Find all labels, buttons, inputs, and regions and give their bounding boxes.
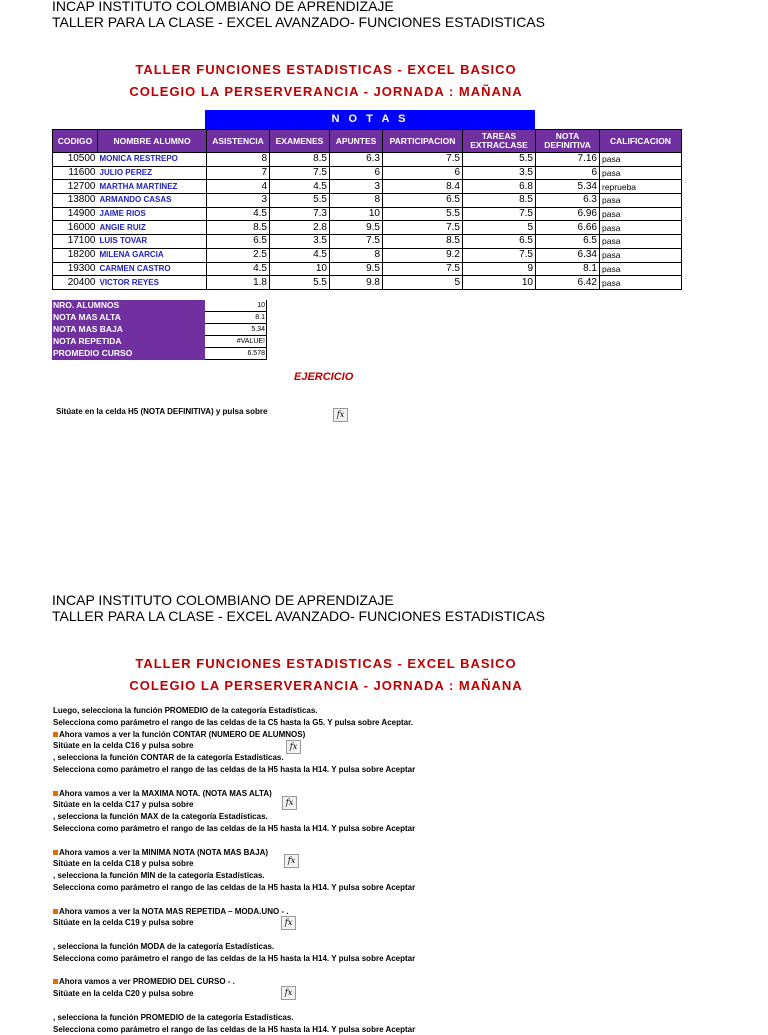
instruction-text: , selecciona la función CONTAR de la categoría Estadísticas. xyxy=(53,753,284,763)
cell-examenes[interactable]: 5.5 xyxy=(270,276,330,290)
instruction-text: Sitúate en la celda C19 y pulsa sobre xyxy=(53,918,194,928)
cell-apuntes[interactable]: 8 xyxy=(330,248,383,262)
cell-calificacion[interactable]: pasa xyxy=(600,276,682,290)
instruction-text: Selecciona como parámetro el rango de las celdas de la C5 hasta la G5. Y pulsa sobre Aceptar. xyxy=(53,717,414,727)
cell-participacion[interactable]: 8.5 xyxy=(383,235,463,249)
institute-name-2: INCAP INSTITUTO COLOMBIANO DE APRENDIZAJE xyxy=(52,592,394,608)
stats-row xyxy=(52,348,267,360)
col-participacion: PARTICIPACION xyxy=(383,130,463,153)
cell-apuntes[interactable]: 7.5 xyxy=(330,235,383,249)
cell-codigo[interactable]: 19300 xyxy=(53,262,98,276)
instruction-line xyxy=(53,929,753,941)
cell-nombre[interactable]: ARMANDO CASAS xyxy=(98,194,207,208)
instruction-line xyxy=(53,1024,753,1035)
instruction-text: Selecciona como parámetro el rango de las celdas de la H5 hasta la H14. Y pulsa sobre Aceptar xyxy=(53,953,416,963)
cell-participacion[interactable]: 7.5 xyxy=(383,153,463,167)
cell-examenes[interactable]: 8.5 xyxy=(270,153,330,167)
workshop-title: TALLER FUNCIONES ESTADISTICAS - EXCEL BASICO xyxy=(135,62,517,77)
stats-label: NOTA MAS BAJA xyxy=(52,324,205,336)
cell-calificacion[interactable]: pasa xyxy=(600,221,682,235)
cell-participacion[interactable]: 8.4 xyxy=(383,180,463,194)
workshop-subtitle-2: TALLER PARA LA CLASE - EXCEL AVANZADO- FUNCIONES ESTADISTICAS xyxy=(52,608,545,624)
cell-calificacion[interactable]: pasa xyxy=(600,207,682,221)
instruction-line xyxy=(53,847,753,859)
instruction-text: Selecciona como parámetro el rango de las celdas de la H5 hasta la H14. Y pulsa sobre Aceptar xyxy=(53,823,416,833)
stats-row xyxy=(52,336,267,348)
instruction-line xyxy=(53,988,753,1000)
instruction-line xyxy=(53,705,753,717)
instruction-text: Selecciona como parámetro el rango de las celdas de la H5 hasta la H14. Y pulsa sobre Aceptar xyxy=(53,764,416,774)
cell-nombre[interactable]: CARMEN CASTRO xyxy=(98,262,207,276)
cell-participacion[interactable]: 6 xyxy=(383,166,463,180)
cell-nota[interactable]: 6 xyxy=(536,166,600,180)
stats-label: PROMEDIO CURSO xyxy=(52,348,205,360)
cell-examenes[interactable]: 4.5 xyxy=(270,180,330,194)
stats-row xyxy=(52,324,267,336)
stats-label: NOTA MAS ALTA xyxy=(52,312,205,324)
cell-calificacion[interactable]: pasa xyxy=(600,235,682,249)
cell-apuntes[interactable]: 6.3 xyxy=(330,153,383,167)
instruction-line xyxy=(53,882,753,894)
instruction-text: , selecciona la función MAX de la categoría Estadísticas. xyxy=(53,812,268,822)
cell-tareas[interactable]: 8.5 xyxy=(463,194,536,208)
cell-participacion[interactable]: 9.2 xyxy=(383,248,463,262)
cell-asistencia[interactable]: 8.5 xyxy=(207,221,270,235)
fx-icon[interactable]: fx xyxy=(282,796,297,810)
cell-asistencia[interactable]: 1.8 xyxy=(207,276,270,290)
instruction-line xyxy=(53,776,753,788)
instruction-line xyxy=(53,764,753,776)
instruction-text: Ahora vamos a ver PROMEDIO DEL CURSO - . xyxy=(59,977,235,987)
cell-examenes[interactable]: 7.3 xyxy=(270,207,330,221)
cell-nota[interactable]: 6.3 xyxy=(536,194,600,208)
fx-icon[interactable]: fx xyxy=(281,916,296,930)
cell-nombre[interactable]: ANGIE RUIZ xyxy=(98,221,207,235)
instruction-line xyxy=(53,717,753,729)
table-row xyxy=(53,207,682,221)
instruction-line xyxy=(53,858,753,870)
instruction-text: , selecciona la función PROMEDIO de la categoría Estadísticas. xyxy=(53,1012,294,1022)
bullet-icon xyxy=(53,732,58,737)
col-nota: NOTA DEFINITIVA xyxy=(536,130,600,153)
cell-nombre[interactable]: JAIME RIOS xyxy=(98,207,207,221)
institute-name: INCAP INSTITUTO COLOMBIANO DE APRENDIZAJE xyxy=(52,0,394,14)
cell-examenes[interactable]: 2.8 xyxy=(270,221,330,235)
cell-nota[interactable]: 6.42 xyxy=(536,276,600,290)
instruction-text: Sitúate en la celda C18 y pulsa sobre xyxy=(53,859,194,869)
cell-participacion[interactable]: 7.5 xyxy=(383,262,463,276)
instruction-text: Sitúate en la celda C17 y pulsa sobre xyxy=(53,800,194,810)
cell-calificacion[interactable]: pasa xyxy=(600,153,682,167)
cell-asistencia[interactable]: 4.5 xyxy=(207,207,270,221)
cell-apuntes[interactable]: 3 xyxy=(330,180,383,194)
instruction-text: Sitúate en la celda C16 y pulsa sobre xyxy=(53,741,194,751)
cell-apuntes[interactable]: 9.5 xyxy=(330,262,383,276)
bullet-icon xyxy=(53,791,58,796)
col-calificacion: CALIFICACION xyxy=(600,130,682,153)
fx-icon[interactable]: fx xyxy=(284,854,299,868)
cell-codigo[interactable]: 10500 xyxy=(53,153,98,167)
school-title-2: COLEGIO LA PERSERVERANCIA - JORNADA : MAÑANA xyxy=(129,678,523,693)
instruction-text: , selecciona la función MODA de la categoría Estadísticas. xyxy=(53,941,275,951)
cell-asistencia[interactable]: 7 xyxy=(207,166,270,180)
col-examenes: EXAMENES xyxy=(270,130,330,153)
fx-icon[interactable]: fx xyxy=(281,986,296,1000)
stats-label: NOTA REPETIDA xyxy=(52,336,205,348)
table-row xyxy=(53,235,682,249)
instruction-line xyxy=(53,870,753,882)
notas-header-bar: N O T A S xyxy=(205,110,535,129)
bullet-icon xyxy=(53,979,58,984)
instruction-line xyxy=(53,953,753,965)
stats-label: NRO. ALUMNOS xyxy=(52,300,205,312)
cell-tareas[interactable]: 7.5 xyxy=(463,248,536,262)
col-apuntes: APUNTES xyxy=(330,130,383,153)
instruction-text: Ahora vamos a ver la MINIMA NOTA (NOTA MAS BAJA) xyxy=(59,847,269,857)
table-row xyxy=(53,221,682,235)
cell-asistencia[interactable]: 4 xyxy=(207,180,270,194)
cell-apuntes[interactable]: 10 xyxy=(330,207,383,221)
cell-tareas[interactable]: 10 xyxy=(463,276,536,290)
instruction-text: Luego, selecciona la función PROMEDIO de la categoría Estadísticas. xyxy=(53,706,318,715)
table-row xyxy=(53,166,682,180)
cell-tareas[interactable]: 9 xyxy=(463,262,536,276)
cell-calificacion[interactable]: reprueba xyxy=(600,180,682,194)
stats-value[interactable]: 5.34 xyxy=(205,324,267,336)
table-row xyxy=(53,180,682,194)
instruction-line xyxy=(53,917,753,929)
table-row xyxy=(53,153,682,167)
cell-nota[interactable]: 8.1 xyxy=(536,262,600,276)
cell-asistencia[interactable]: 2.5 xyxy=(207,248,270,262)
cell-asistencia[interactable]: 3 xyxy=(207,194,270,208)
cell-participacion[interactable]: 5 xyxy=(383,276,463,290)
bullet-icon xyxy=(53,909,58,914)
cell-participacion[interactable]: 6.5 xyxy=(383,194,463,208)
cell-nombre[interactable]: JULIO PEREZ xyxy=(98,166,207,180)
cell-nota[interactable]: 6.34 xyxy=(536,248,600,262)
cell-tareas[interactable]: 6.5 xyxy=(463,235,536,249)
cell-nota[interactable]: 6.96 xyxy=(536,207,600,221)
instruction-line xyxy=(53,1012,753,1024)
cell-nota[interactable]: 7.16 xyxy=(536,153,600,167)
instruction-line xyxy=(53,941,753,953)
cell-examenes[interactable]: 5.5 xyxy=(270,194,330,208)
table-row xyxy=(53,262,682,276)
cell-participacion[interactable]: 7.5 xyxy=(383,221,463,235)
school-title: COLEGIO LA PERSERVERANCIA - JORNADA : MAÑANA xyxy=(129,84,523,99)
cell-nota[interactable]: 6.5 xyxy=(536,235,600,249)
instruction-line xyxy=(53,1000,753,1012)
instruction-text: , selecciona la función MIN de la categoría Estadísticas. xyxy=(53,871,265,881)
stats-table xyxy=(52,300,267,360)
instruction-text: Selecciona como parámetro el rango de las celdas de la H5 hasta la H14. Y pulsa sobre Aceptar xyxy=(53,1024,416,1034)
cell-examenes[interactable]: 3.5 xyxy=(270,235,330,249)
instruction-line xyxy=(53,976,753,988)
stats-row xyxy=(52,312,267,324)
stats-value[interactable]: 8.1 xyxy=(205,312,267,324)
col-nombre: NOMBRE ALUMNO xyxy=(98,130,207,153)
cell-apuntes[interactable]: 9.5 xyxy=(330,221,383,235)
cell-apuntes[interactable]: 8 xyxy=(330,194,383,208)
instruction-line xyxy=(53,823,753,835)
instruction-text: Ahora vamos a ver la función CONTAR (NUMERO DE ALUMNOS) xyxy=(59,729,306,739)
instruction-line xyxy=(53,811,753,823)
cell-examenes[interactable]: 7.5 xyxy=(270,166,330,180)
instruction-top: Sitúate en la celda H5 (NOTA DEFINITIVA) y pulsa sobre xyxy=(56,407,268,416)
fx-icon[interactable]: fx xyxy=(333,408,348,422)
instruction-line xyxy=(53,729,753,741)
cell-calificacion[interactable]: pasa xyxy=(600,166,682,180)
instruction-line xyxy=(53,788,753,800)
instruction-line xyxy=(53,965,753,977)
cell-codigo[interactable]: 12700 xyxy=(53,180,98,194)
cell-nombre[interactable]: VICTOR REYES xyxy=(98,276,207,290)
cell-asistencia[interactable]: 6.5 xyxy=(207,235,270,249)
stats-value[interactable]: 6.578 xyxy=(205,348,267,360)
instruction-text: Ahora vamos a ver la MAXIMA NOTA. (NOTA MAS ALTA) xyxy=(59,788,272,798)
cell-codigo[interactable]: 20400 xyxy=(53,276,98,290)
table-row xyxy=(53,194,682,208)
cell-nota[interactable]: 5.34 xyxy=(536,180,600,194)
col-codigo: CODIGO xyxy=(53,130,98,153)
instruction-text: Sitúate en la celda C20 y pulsa sobre xyxy=(53,989,194,999)
cell-tareas[interactable]: 6.8 xyxy=(463,180,536,194)
cell-apuntes[interactable]: 9.8 xyxy=(330,276,383,290)
cell-examenes[interactable]: 10 xyxy=(270,262,330,276)
cell-codigo[interactable]: 14900 xyxy=(53,207,98,221)
workshop-title-2: TALLER FUNCIONES ESTADISTICAS - EXCEL BASICO xyxy=(135,656,517,671)
cell-asistencia[interactable]: 4.5 xyxy=(207,262,270,276)
table-row xyxy=(53,248,682,262)
cell-tareas[interactable]: 3.5 xyxy=(463,166,536,180)
cell-tareas[interactable]: 5 xyxy=(463,221,536,235)
cell-tareas[interactable]: 7.5 xyxy=(463,207,536,221)
instructions-list xyxy=(53,705,753,1035)
instruction-text: Ahora vamos a ver la NOTA MAS REPETIDA – MODA.UNO - . xyxy=(59,906,289,916)
fx-icon[interactable]: fx xyxy=(286,740,301,754)
cell-nombre[interactable]: MARTHA MARTINEZ xyxy=(98,180,207,194)
cell-codigo[interactable]: 16000 xyxy=(53,221,98,235)
instruction-text: Selecciona como parámetro el rango de las celdas de la H5 hasta la H14. Y pulsa sobre Aceptar xyxy=(53,882,416,892)
stats-row xyxy=(52,300,267,312)
col-asistencia: ASISTENCIA xyxy=(207,130,270,153)
stats-value[interactable]: 10 xyxy=(205,300,267,312)
cell-participacion[interactable]: 5.5 xyxy=(383,207,463,221)
cell-codigo[interactable]: 13800 xyxy=(53,194,98,208)
instruction-line xyxy=(53,752,753,764)
cell-asistencia[interactable]: 8 xyxy=(207,153,270,167)
cell-calificacion[interactable]: pasa xyxy=(600,194,682,208)
cell-nombre[interactable]: MONICA RESTREPO xyxy=(98,153,207,167)
col-tareas: TAREAS EXTRACLASE xyxy=(463,130,536,153)
instruction-line xyxy=(53,835,753,847)
workshop-subtitle: TALLER PARA LA CLASE - EXCEL AVANZADO- FUNCIONES ESTADISTICAS xyxy=(52,14,545,30)
grades-table xyxy=(52,129,682,290)
cell-codigo[interactable]: 17100 xyxy=(53,235,98,249)
cell-codigo[interactable]: 18200 xyxy=(53,248,98,262)
cell-apuntes[interactable]: 6 xyxy=(330,166,383,180)
instruction-line xyxy=(53,740,753,752)
table-row xyxy=(53,276,682,290)
cell-codigo[interactable]: 11600 xyxy=(53,166,98,180)
bullet-icon xyxy=(53,850,58,855)
stats-value[interactable]: #VALUE! xyxy=(205,336,267,348)
cell-nombre[interactable]: MILENA GARCIA xyxy=(98,248,207,262)
cell-nombre[interactable]: LUIS TOVAR xyxy=(98,235,207,249)
cell-nota[interactable]: 6.66 xyxy=(536,221,600,235)
cell-tareas[interactable]: 5.5 xyxy=(463,153,536,167)
cell-calificacion[interactable]: pasa xyxy=(600,248,682,262)
cell-calificacion[interactable]: pasa xyxy=(600,262,682,276)
cell-examenes[interactable]: 4.5 xyxy=(270,248,330,262)
ejercicio-label: EJERCICIO xyxy=(294,371,354,383)
instruction-line xyxy=(53,894,753,906)
instruction-line xyxy=(53,906,753,918)
instruction-line xyxy=(53,799,753,811)
